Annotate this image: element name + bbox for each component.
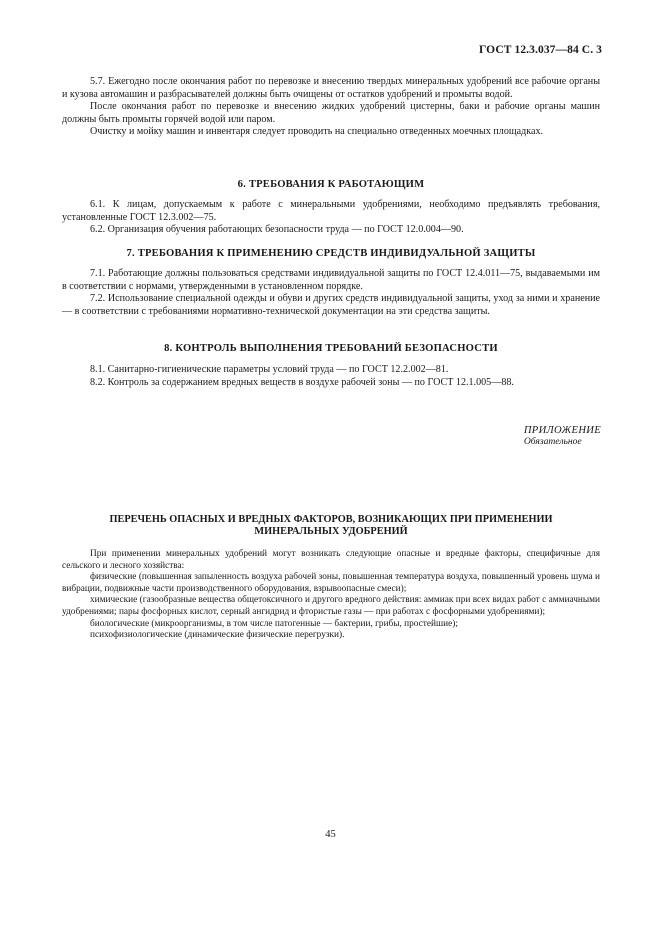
appendix-status: Обязательное — [523, 436, 582, 447]
appendix-biological: биологические (микроорганизмы, в том числе патогенные — бактерии, грибы, простейшие); — [90, 618, 458, 629]
section-8-body — [62, 364, 600, 389]
appendix-physical: физические (повышенная запыленность воздуха рабочей зоны, повышенная температура воздуха, повышенный уровень шума и вибрации, подвижные части производственного оборудования, взрывоопасные смеси); — [62, 572, 600, 594]
appendix-intro: При применении минеральных удобрений могут возникать следующие опасные и вредные факторы, специфичные для сельского и лесного хозяйства: — [62, 549, 600, 571]
section-6 — [62, 179, 600, 190]
section-7-title: 7. ТРЕБОВАНИЯ К ПРИМЕНЕНИЮ СРЕДСТВ ИНДИВИДУАЛЬНОЙ ЗАЩИТЫ — [126, 248, 536, 259]
appendix-label: ПРИЛОЖЕНИЕ — [523, 425, 601, 436]
appendix-label-block — [524, 425, 601, 447]
paragraph-6-1: 6.1. К лицам, допускаемым к работе с минеральными удобрениями, необходимо предъявлять требования, установленные ГОСТ 12.3.002—75. — [62, 199, 600, 223]
section-6-title: 6. ТРЕБОВАНИЯ К РАБОТАЮЩИМ — [237, 179, 425, 190]
section-8 — [62, 343, 600, 354]
page-header: ГОСТ 12.3.037—84 С. 3 — [479, 44, 602, 56]
paragraph-7-2: 7.2. Использование специальной одежды и обуви и других средств индивидуальной защиты, уход за ними и хранение — в соответствии с требованиями нормативно-технической документации на эти средства защиты. — [62, 293, 600, 317]
page-number: 45 — [325, 829, 336, 840]
paragraph-5-7-liquid: После окончания работ по перевозке и внесению жидких удобрений цистерны, баки и рабочие органы машин должны быть промыты горячей водой или паром. — [62, 101, 600, 125]
appendix-title-line-1: ПЕРЕЧЕНЬ ОПАСНЫХ И ВРЕДНЫХ ФАКТОРОВ, ВОЗНИКАЮЩИХ ПРИ ПРИМЕНЕНИИ — [109, 514, 553, 525]
paragraph-8-1: 8.1. Санитарно-гигиенические параметры условий труда — по ГОСТ 12.2.002—81. — [90, 364, 449, 375]
appendix-title — [62, 514, 600, 537]
appendix-body — [62, 549, 600, 642]
section-7 — [62, 248, 600, 259]
appendix-chemical: химические (газообразные вещества общетоксичного и другого вредного действия: аммиак при всех видах работ с аммиачными удобрениями; пары фосфорных кислот, серный ангидрид и фтористые газы — при работах с фосфорными удобрениями); — [62, 595, 600, 617]
section-7-body — [62, 268, 600, 318]
section-8-title: 8. КОНТРОЛЬ ВЫПОЛНЕНИЯ ТРЕБОВАНИЙ БЕЗОПАСНОСТИ — [164, 343, 498, 354]
appendix-psycho: психофизиологические (динамические физические перегрузки). — [90, 630, 345, 641]
paragraph-5-7: 5.7. Ежегодно после окончания работ по перевозке и внесению твердых минеральных удобрений все рабочие органы и кузова автомашин и разбрасывателей должны быть очищены от остатков удобрений и промыты водой. — [62, 76, 600, 100]
paragraph-5-7-washing: Очистку и мойку машин и инвентаря следует проводить на специально отведенных моечных площадках. — [90, 126, 544, 138]
appendix-title-line-2: МИНЕРАЛЬНЫХ УДОБРЕНИЙ — [254, 525, 408, 537]
section-6-body — [62, 199, 600, 237]
paragraph-6-2: 6.2. Организация обучения работающих безопасности труда — по ГОСТ 12.0.004—90. — [90, 224, 464, 236]
paragraph-8-2: 8.2. Контроль за содержанием вредных веществ в воздухе рабочей зоны — по ГОСТ 12.1.005—88. — [90, 376, 514, 388]
paragraph-7-1: 7.1. Работающие должны пользоваться средствами индивидуальной защиты по ГОСТ 12.4.011—75, выдаваемыми им в соответствии с нормами, утвержденными в установленном порядке. — [62, 268, 600, 292]
clause-5-7 — [62, 76, 600, 139]
